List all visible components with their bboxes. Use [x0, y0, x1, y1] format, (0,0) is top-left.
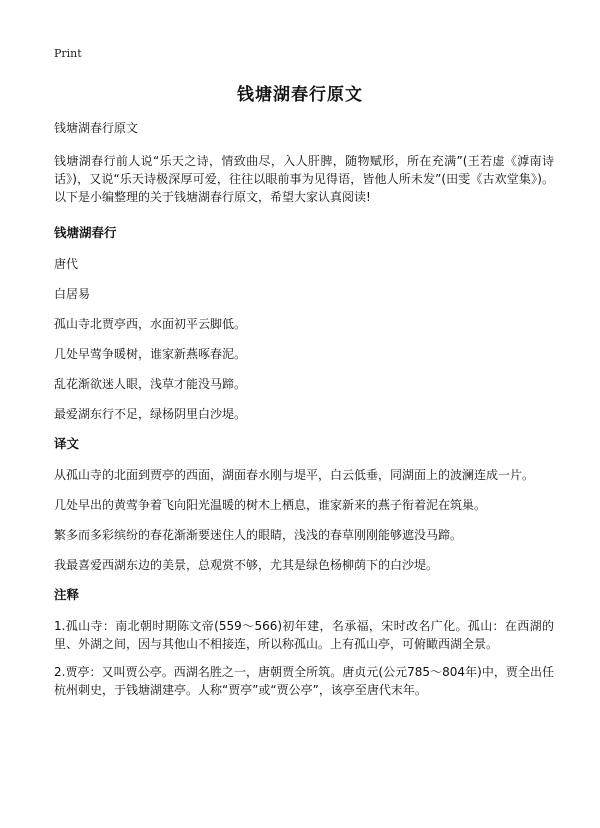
notes-heading: 注释 [54, 587, 80, 602]
document-body [54, 119, 554, 709]
note-item: 1.孤山寺：南北朝时期陈文帝(559～566)初年建，名承福，宋时改名广化。孤山：在西湖的里、外湖之间，因与其他山不相接连，所以称孤山。上有孤山亭，可俯瞰西湖全景。 [54, 619, 554, 651]
page-title: 钱塘湖春行原文 [237, 85, 363, 105]
poem-dynasty: 唐代 [54, 257, 79, 271]
poem-author: 白居易 [54, 287, 91, 301]
poem-heading: 钱塘湖春行 [54, 225, 117, 240]
note-item: 2.贾亭：又叫贾公亭。西湖名胜之一，唐朝贾全所筑。唐贞元(公元785～804年)中，贾全出任杭州刺史，于钱塘湖建亭。人称“贾亭”或“贾公亭”，该亭至唐代末年。 [54, 665, 554, 697]
poem-line: 最爱湖东行不足，绿杨阴里白沙堤。 [54, 407, 247, 421]
translation-paragraph: 繁多而多彩缤纷的春花渐渐要迷住人的眼睛，浅浅的春草刚刚能够遮没马蹄。 [54, 528, 463, 542]
translation-paragraph: 从孤山寺的北面到贾亭的西面，湖面春水刚与堤平，白云低垂，同湖面上的波澜连成一片。 [54, 468, 535, 482]
poem-line: 孤山寺北贾亭西，水面初平云脚低。 [54, 317, 247, 331]
translation-heading: 译文 [54, 436, 80, 451]
subtitle: 钱塘湖春行原文 [54, 121, 139, 135]
translation-paragraph: 几处早出的黄莺争着飞向阳光温暖的树木上栖息，谁家新来的燕子衔着泥在筑巢。 [54, 498, 487, 512]
poem-line: 乱花渐欲迷人眼，浅草才能没马蹄。 [54, 377, 247, 391]
poem-line: 几处早莺争暖树，谁家新燕啄春泥。 [54, 347, 247, 361]
intro-paragraph: 钱塘湖春行前人说“乐天之诗，情致曲尽，入人肝脾，随物赋形，所在充满”(王若虚《滹南诗话》)，又说“乐天诗极深厚可爱，往往以眼前事为见得语，皆他人所未发”(田雯《古欢堂集》)。以下是小编整理的关于钱塘湖春行原文，希望大家认真阅读! [54, 154, 554, 204]
translation-paragraph: 我最喜爱西湖东边的美景，总观赏不够，尤其是绿色杨柳荫下的白沙堤。 [54, 558, 439, 572]
print-label: Print [54, 47, 82, 60]
